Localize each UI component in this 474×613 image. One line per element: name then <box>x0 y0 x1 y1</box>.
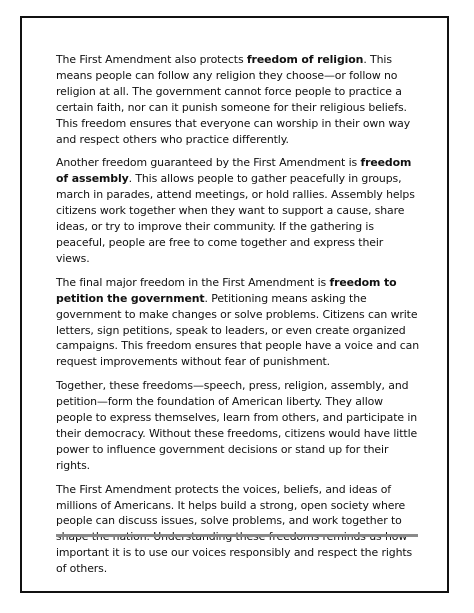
key-term-religion: freedom of religion <box>246 53 364 66</box>
paragraph-text: The final major freedom in the First Amendment is <box>56 275 330 289</box>
paragraph-text: . Petitioning means asking the government to make changes or solve problems. Citizens can write letters, sign petitions, speak to leaders, or even create organized campaigns. This freedom ensures that people have a voice and can request improvements without fear of punishment. <box>56 291 420 369</box>
paragraph-religion <box>56 52 420 147</box>
paragraph-petition <box>56 275 420 370</box>
paragraph-text: Together, these freedoms—speech, press, religion, assembly, and petition—form the foundation of American liberty. They allow people to express themselves, learn from others, and participate in their democracy. Without these freedoms, citizens would have little power to influence government decisions or stand up for their rights. <box>56 379 418 472</box>
bottom-divider <box>56 534 418 537</box>
key-term-petition: freedom to petition the government <box>56 275 397 305</box>
paragraph-text: . This allows people to gather peacefully in groups, march in parades, attend meetings, or hold rallies. Assembly helps citizens work together when they want to support a cause, share ideas, or try to improve their community. If the gathering is peaceful, people are free to come together and express their views. <box>56 172 415 265</box>
paragraph-text: . This means people can follow any religion they choose—or follow no religion at all. The government cannot force people to practice a certain faith, nor can it punish someone for their religious beliefs. This freedom ensures that everyone can worship in their own way and respect others who practice differently. <box>56 53 411 146</box>
paragraph-assembly <box>56 155 420 266</box>
key-term-assembly: freedom of assembly <box>56 156 412 186</box>
paragraph-text: The First Amendment also protects <box>56 53 247 66</box>
paragraph-text: Another freedom guaranteed by the First Amendment is <box>56 156 361 170</box>
paragraph-conclusion <box>56 482 420 577</box>
document-body <box>56 52 420 585</box>
paragraph-text: The First Amendment protects the voices, beliefs, and ideas of millions of Americans. It helps build a strong, open society where people can discuss issues, solve problems, and work together to important it is to use our voices responsibly and respect the rights of others. <box>56 482 413 576</box>
paragraph-together <box>56 378 420 473</box>
